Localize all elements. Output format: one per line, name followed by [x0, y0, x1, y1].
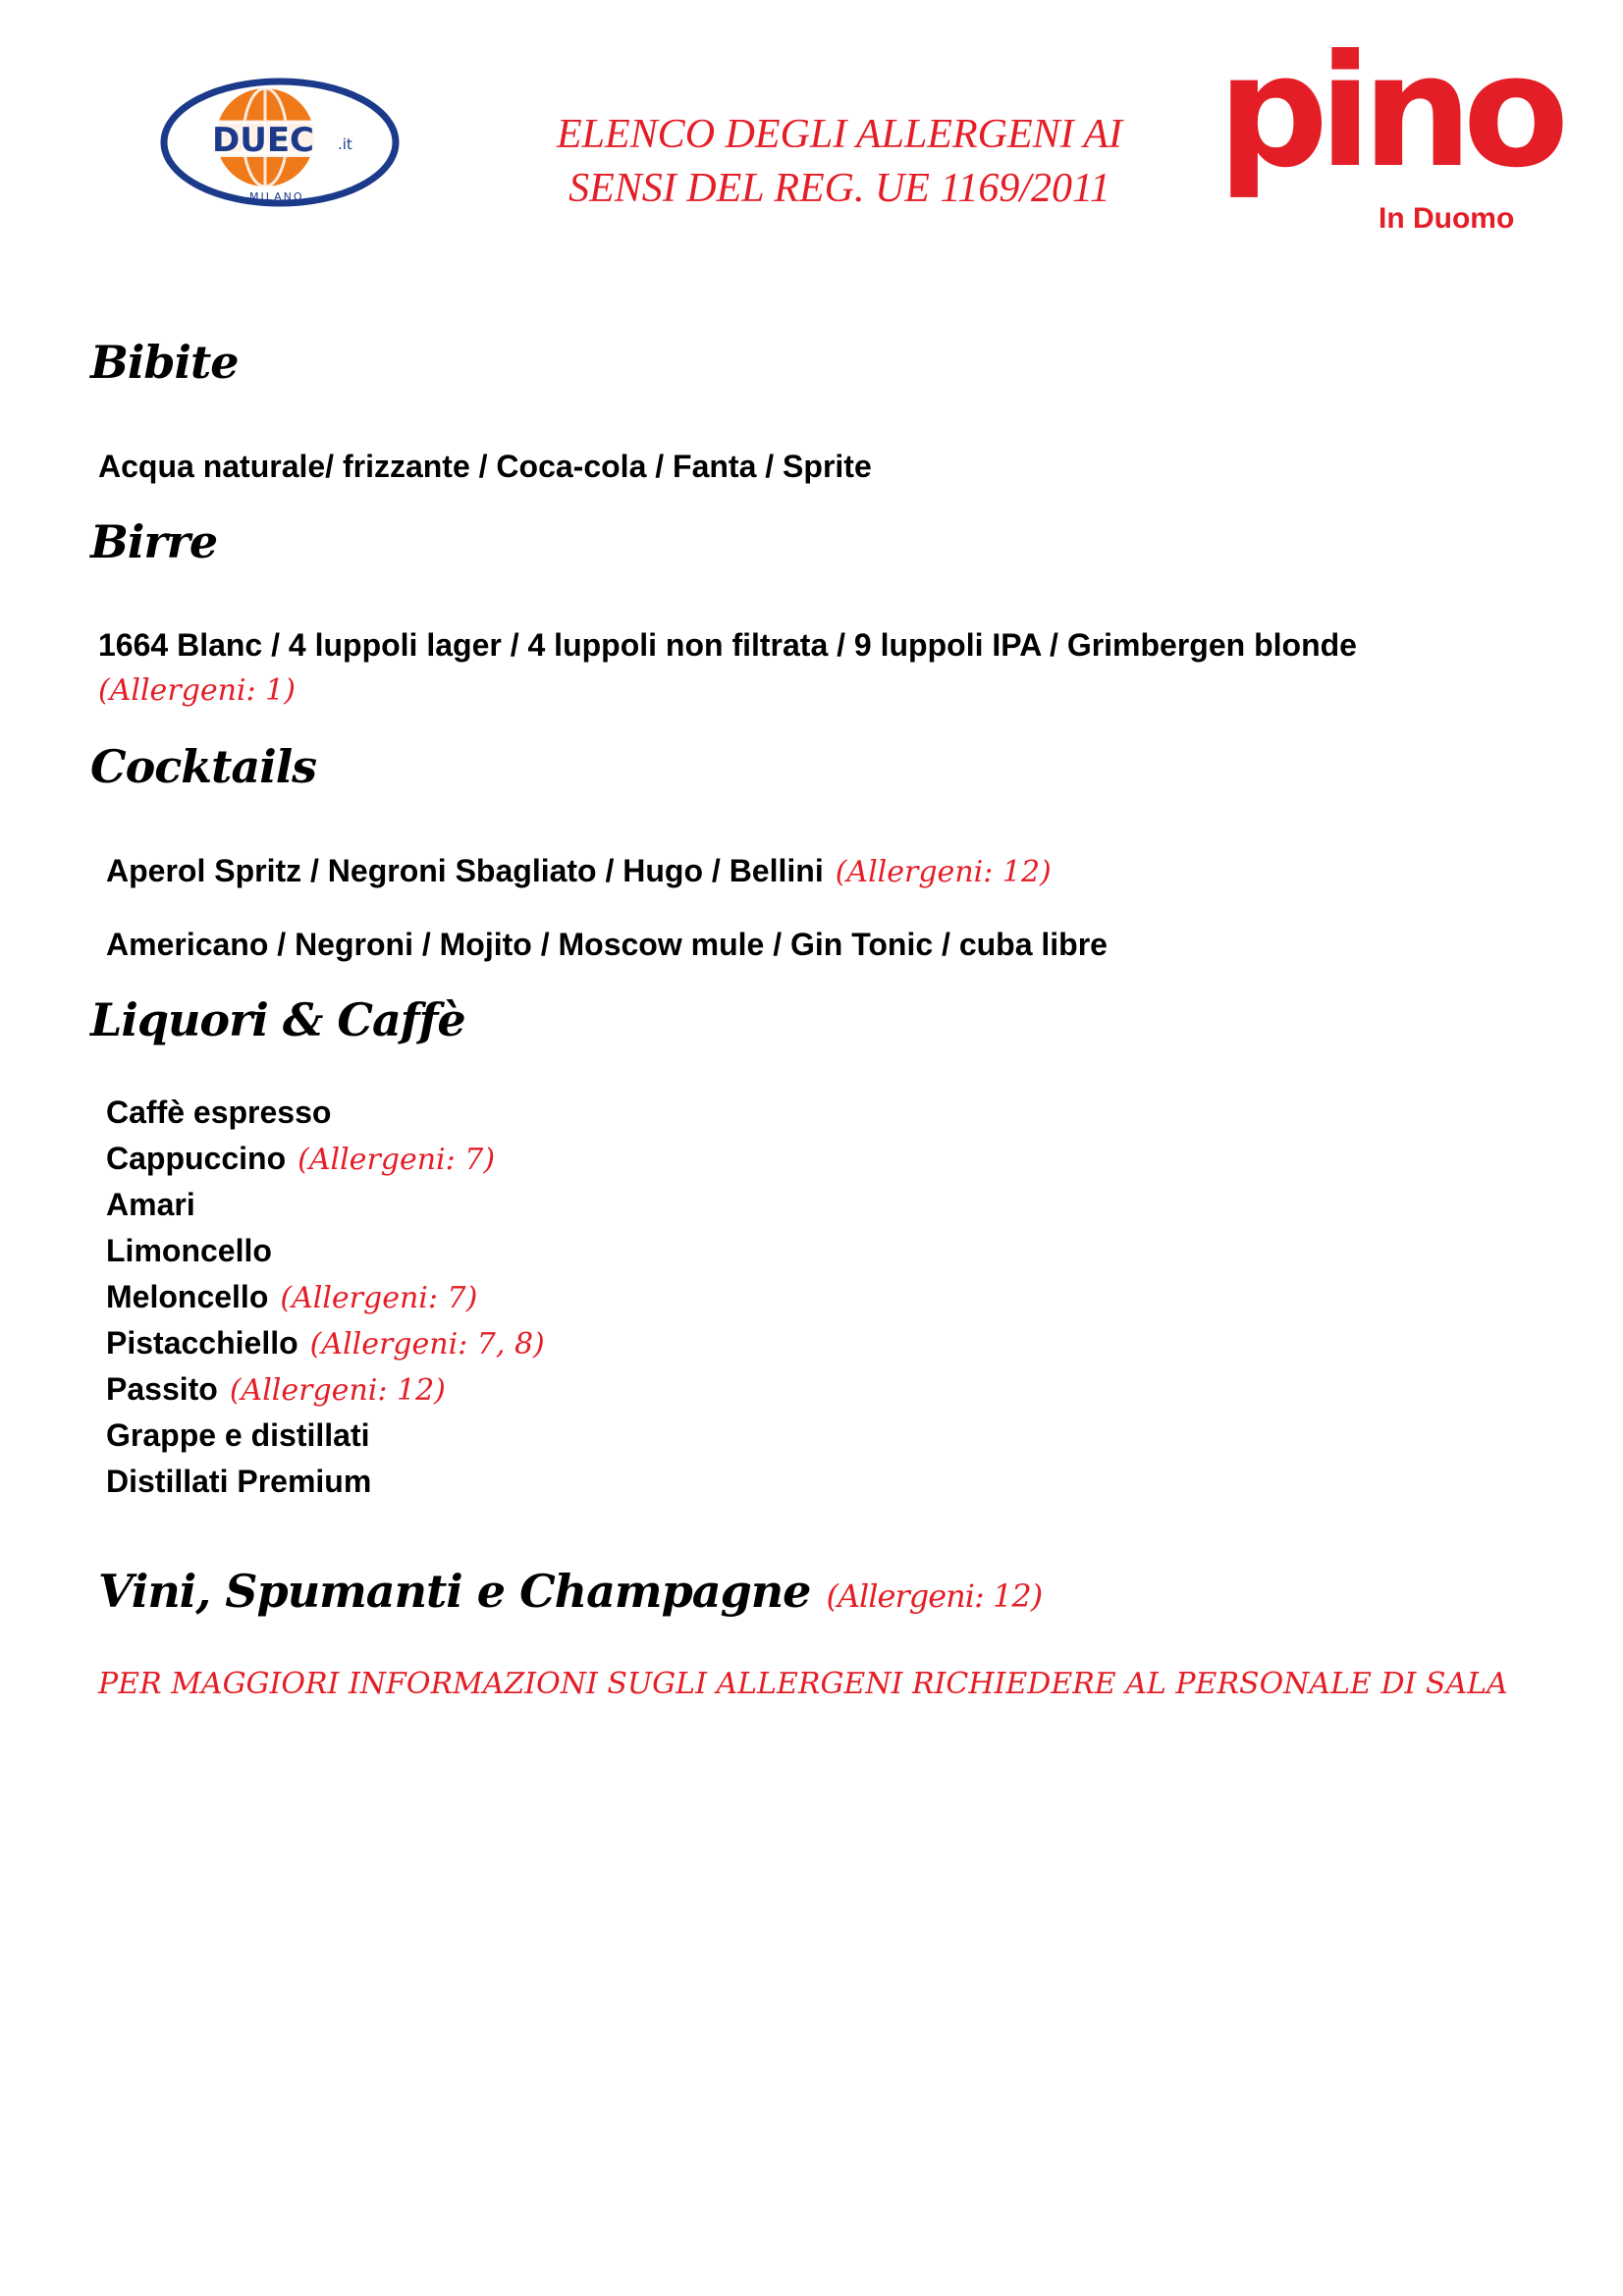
list-item: Passito (Allergeni: 12) — [106, 1371, 446, 1408]
birre-allergens: (Allergeni: 1) — [98, 673, 296, 708]
svg-text:.it: .it — [338, 135, 352, 153]
list-item: Pistacchiello (Allergeni: 7, 8) — [106, 1325, 545, 1362]
section-heading-bibite: Bibite — [90, 336, 239, 389]
item-allergens: (Allergeni: 7) — [280, 1281, 478, 1315]
cocktails-line-1 — [106, 855, 1052, 887]
svg-text:In Duomo: In Duomo — [1379, 202, 1515, 235]
duec-logo — [157, 71, 403, 218]
title-line-2: SENSI DEL REG. UE 1169/2011 — [568, 166, 1110, 211]
title-line-1: ELENCO DEGLI ALLERGENI AI — [557, 112, 1122, 157]
list-item: Distillati Premium — [106, 1464, 372, 1499]
document-title — [461, 108, 1217, 216]
list-item: Amari — [106, 1187, 195, 1222]
allergen-info-note: PER MAGGIORI INFORMAZIONI SUGLI ALLERGENI RICHIEDERE AL PERSONALE DI SALA — [98, 1667, 1508, 1701]
item-allergens: (Allergeni: 7, 8) — [309, 1327, 545, 1362]
section-heading-birre: Birre — [90, 515, 218, 568]
section-heading-liquori: Liquori & Caffè — [90, 993, 465, 1046]
vini-allergens: (Allergeni: 12) — [826, 1577, 1043, 1615]
item-allergens: (Allergeni: 12) — [229, 1373, 446, 1408]
vini-heading-text: Vini, Spumanti e Champagne — [98, 1565, 811, 1618]
svg-text:MILANO: MILANO — [249, 190, 304, 203]
pino-logo — [1214, 22, 1560, 241]
birre-items: 1664 Blanc / 4 luppoli lager / 4 luppoli non filtrata / 9 luppoli IPA / Grimbergen blonde — [98, 627, 1357, 663]
section-heading-vini — [98, 1565, 1043, 1618]
svg-text:pino: pino — [1217, 22, 1560, 202]
list-item: Limoncello — [106, 1233, 272, 1268]
cocktails-line-1-allergens: (Allergeni: 12) — [835, 855, 1052, 889]
list-item: Cappuccino (Allergeni: 7) — [106, 1141, 496, 1177]
list-item: Grappe e distillati — [106, 1417, 370, 1453]
cocktails-line-1-text: Aperol Spritz / Negroni Sbagliato / Hugo / Bellini — [106, 853, 824, 888]
list-item: Caffè espresso — [106, 1095, 332, 1130]
cocktails-line-2: Americano / Negroni / Mojito / Moscow mule / Gin Tonic / cuba libre — [106, 927, 1108, 962]
list-item: Meloncello (Allergeni: 7) — [106, 1279, 478, 1315]
bibite-items: Acqua naturale/ frizzante / Coca-cola / Fanta / Sprite — [98, 449, 872, 484]
svg-text:DUEC: DUEC — [212, 121, 315, 160]
item-allergens: (Allergeni: 7) — [298, 1143, 496, 1177]
section-heading-cocktails: Cocktails — [90, 740, 317, 793]
